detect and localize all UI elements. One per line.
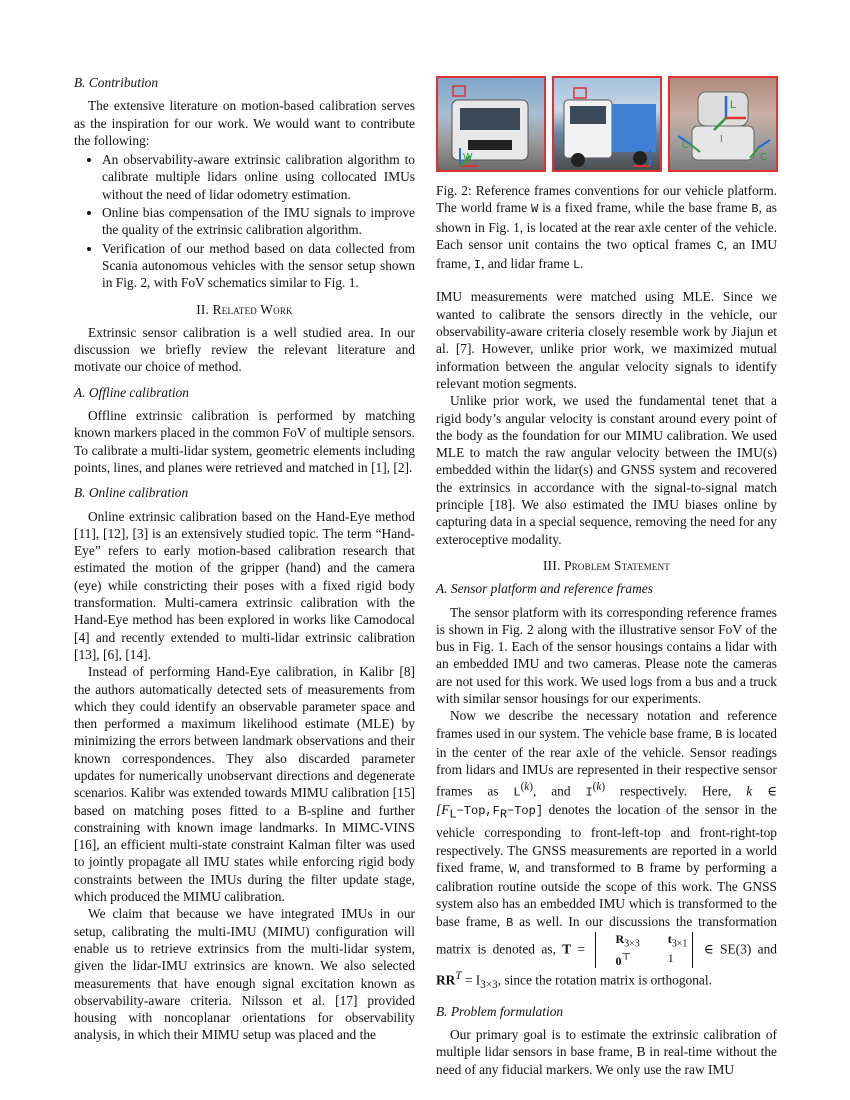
platform-heading: A. Sensor platform and reference frames <box>436 581 653 597</box>
offline-heading: A. Offline calibration <box>74 384 189 400</box>
svg-text:C: C <box>760 152 768 163</box>
section-title-problem-statement: III. Problem Statement <box>543 557 670 573</box>
paragraph-prior-work: Unlike prior work, we used the fundamental tenet that a rigid body’s angular velocity is constant around every point of the body as the foundation for our MIMU calibration. We used MLE to match the raw angular velocity between the IMU(s) embedded within the lidar(s) and GNSS system and recovered the extrinsics in accordance with the signal-to-signal match principle [18]. We also estimated the IMU biases online by capturing data in a special sequence, removing the need for any exteroceptive modality. <box>436 393 777 547</box>
figure-2 <box>436 72 777 178</box>
left-column <box>74 72 415 1044</box>
contribution-list <box>74 151 415 291</box>
svg-text:L: L <box>730 99 737 111</box>
contribution-item: • Online bias compensation of the IMU signals to improve the quality of the extrinsic calibration algorithm. <box>102 204 415 239</box>
right-column <box>436 72 777 1078</box>
related-intro: Extrinsic sensor calibration is a well studied area. In our discussion we briefly review the relevant literature and motivate our choice of method. <box>74 324 415 375</box>
figure-caption: Fig. 2: Reference frames conventions for our vehicle platform. The world frame W is a fixed frame, while the base frame B, as shown in Fig. 1, is located at the rear axle center of the vehicle. Each sensor unit contains the two optical frames C, an IMU frame, I, and lidar frame L. <box>436 183 778 273</box>
paragraph-notation: Now we describe the necessary notation and reference frames used in our system. The vehicle base frame, B is located in the center of the rear axle of the vehicle. Sensor readings from lidars and IMUs are represented in their respective sensor frames as $L^{(k)}$, and $I^{(k)}$ respectively. Here, k ∈ $[F_L-Top,F_R-Top]$ denotes the location of the sensor in the vehicle corresponding to front-left-top and front-right-top respectively. The GNSS measurements are reported in a world fixed frame, W, and transformed to B frame by performing a calibration routine outside the scope of this work. The GNSS system also has an embedded IMU which is transformed to the base frame, B as well. In our discussions the transformation matrix is denoted as, T = $R_{3\times 3}$ $t_{3\times 1}$ 0⊤ 1 ∈ SE(3) and $RR^T = I_{3\times 3}$, since the rotation matrix is orthogonal. <box>436 708 778 992</box>
paragraph-platform: The sensor platform with its corresponding reference frames is shown in Fig. 2 along with the illustrative sensor FoV of the bus in Fig. 1. Each of the sensor housings contains a lidar with an embedded IMU and two cameras. Please note the cameras are not used for this work. We used logs from a bus and a truck with similar sensor housings for our experiments. <box>436 604 777 707</box>
truck-photo <box>552 76 662 172</box>
contribution-intro: The extensive literature on motion-based calibration serves as the inspiration for our work. We would want to contribute the following: <box>74 98 415 148</box>
contribution-heading: B. Contribution <box>74 75 159 90</box>
paragraph-mle: IMU measurements were matched using MLE. Since we wanted to calibrate the sensors directly in the vehicle, our observability-aware criteria closely resemble work by Jiajun et al. [7]. However, unlike prior work, we maximized mutual information between the angular velocity signals to identify relevant motion segments. <box>436 289 777 391</box>
contribution-item: • An observability-aware extrinsic calibration algorithm to calibrate multiple lidars online using collocated IMUs without the need of lidar odometry estimation. <box>102 151 415 203</box>
transformation-matrix: $R_{3\times 3}$ $t_{3\times 1}$ 0⊤ 1 <box>591 932 697 968</box>
section-title-related-work: II. Related Work <box>196 301 293 317</box>
online-paragraph-3: We claim that because we have integrated IMUs in our setup, calibrating the multi-IMU (MIMU) configuration will enable us to retrieve extrinsics from the multi-lidar system, given the lidar-IMU extrinsics are known. We also selected measurements that have enough signal excitation known as observability-aware criteria. Nilsson et al. [17] provided housing with noncoplanar orientations for observability analysis, in which their MIMU setup was placed and the <box>74 906 415 1043</box>
paragraph-formulation: Our primary goal is to estimate the extrinsic calibration of multiple lidar sensors in base frame, B in real-time without the need of any fiducial markers. We only use the raw IMU <box>436 1027 777 1077</box>
online-paragraph-1: Online extrinsic calibration based on the Hand-Eye method [11], [12], [3] is an extensively studied topic. The term “Hand-Eye” refers to early motion-based calibration research that estimated the motion of the gripper (hand) and the camera (eye) while constricting their poses with a fixed rigid body transformation. Multi-camera extrinsic calibration with the Hand-Eye method has been explored in works like Camodocal [4] and recently extended to multi-lidar extrinsic calibration [13], [6], [14]. <box>74 508 415 662</box>
online-heading: B. Online calibration <box>74 485 189 501</box>
svg-text:I: I <box>720 134 723 145</box>
bus-photo <box>436 76 546 172</box>
formulation-heading: B. Problem formulation <box>436 1003 564 1019</box>
svg-text:W: W <box>463 152 473 163</box>
svg-text:C: C <box>682 140 690 151</box>
sensor-housing-photo <box>668 76 778 172</box>
offline-text: Offline extrinsic calibration is performed by matching known markers placed in the common FoV of multiple sensors. To calibrate a multi-lidar system, geometric elements including points, lines, and planes were retrieved and matched in [1], [2]. <box>74 408 415 475</box>
online-paragraph-2: Instead of performing Hand-Eye calibration, in Kalibr [8] the authors automatically detected sets of measurements from which they could identify an observable parameter space and then performed a maximum likelihood estimate (MLE) by minimizing the errors between landmark observations and their known correspondences. They also discarded parameter updates for numerically unobservant directions and degenerate scenarios. Kalibr was extended towards MIMU calibration [15] based on matching poses fitted to a B-spline and further constraining with known image landmarks. In MIMC-VINS [16], an efficient multi-state constraint Kalman filter was used to jointly propagate all IMU states while enforcing rigid body constraints between the IMUs during the filter update stage, which produced the MIMU calibration. <box>74 664 415 905</box>
contribution-item: • Verification of our method based on data collected from Scania autonomous vehicles with the sensor setup shown in Fig. 2, with FoV schematics similar to Fig. 1. <box>102 240 415 292</box>
